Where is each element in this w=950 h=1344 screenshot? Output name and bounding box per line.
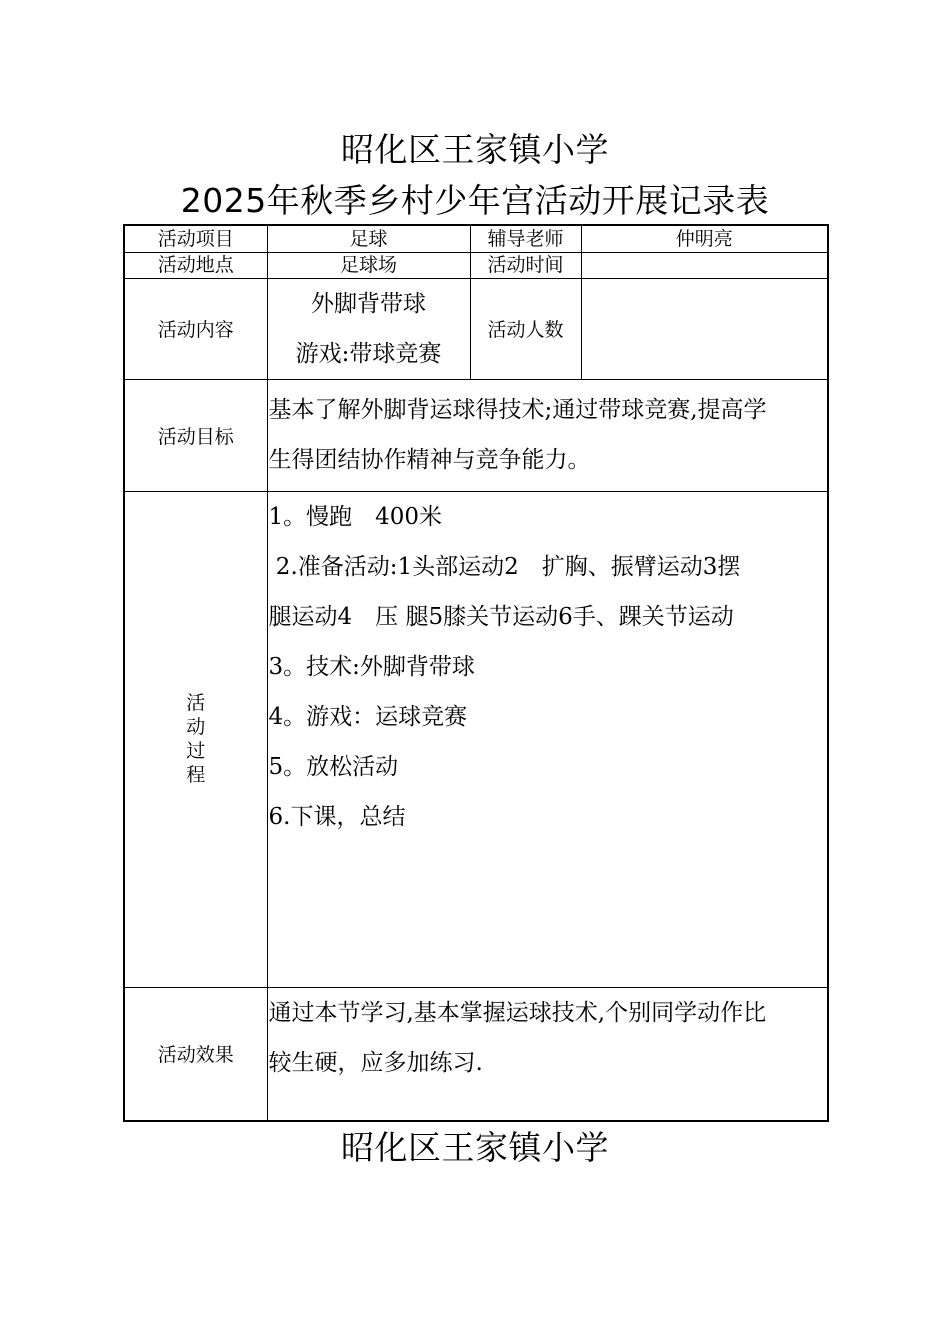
process-line: 5。放松活动 [268,753,399,780]
count-label: 活动人数 [470,278,581,379]
place-value: 足球场 [267,252,470,278]
table-row [124,225,828,252]
content-label: 活动内容 [124,278,267,379]
table-row [124,491,828,987]
project-value: 足球 [267,225,470,252]
time-value [581,252,828,278]
process-line: 2.准备活动:1头部运动2 扩胸、振臂运动3摆 [268,553,741,580]
process-line: 腿运动4 压 腿5膝关节运动6手、踝关节运动 [268,603,734,630]
form-title: 2025年秋季乡村少年宫活动开展记录表 [180,181,770,220]
process-label [124,491,267,987]
goal-value [267,379,828,491]
goal-line: 基本了解外脚背运球得技术;通过带球竞赛,提高学 [268,397,767,423]
process-label-char: 程 [186,764,206,786]
time-label: 活动时间 [470,252,581,278]
goal-line: 生得团结协作精神与竞争能力。 [268,447,591,473]
table-row [124,278,828,379]
process-line: 1。慢跑 400米 [268,503,443,530]
content-line: 外脚背带球 [311,290,426,317]
process-label-char: 动 [186,716,206,738]
teacher-value: 仲明亮 [581,225,828,252]
table-row [124,987,828,1121]
footer-school: 昭化区王家镇小学 [341,1128,609,1167]
content-value [267,278,470,379]
process-line: 3。技术:外脚背带球 [268,653,475,680]
school-title: 昭化区王家镇小学 [341,130,609,169]
process-value [267,491,828,987]
process-label-char: 活 [186,692,206,714]
process-line: 4。游戏：运球竞赛 [268,703,468,730]
effect-line: 较生硬，应多加练习. [268,1049,483,1076]
process-label-char: 过 [186,740,206,762]
effect-label: 活动效果 [124,987,267,1121]
activity-record-table [123,224,829,1122]
count-value [581,278,828,379]
table-row [124,252,828,278]
place-label: 活动地点 [124,252,267,278]
goal-label: 活动目标 [124,379,267,491]
project-label: 活动项目 [124,225,267,252]
table-row [124,379,828,491]
content-line: 游戏:带球竞赛 [295,340,442,367]
process-line: 6.下课，总结 [268,803,406,830]
effect-line: 通过本节学习,基本掌握运球技术,个别同学动作比 [268,999,767,1026]
teacher-label: 辅导老师 [470,225,581,252]
effect-value [267,987,828,1121]
